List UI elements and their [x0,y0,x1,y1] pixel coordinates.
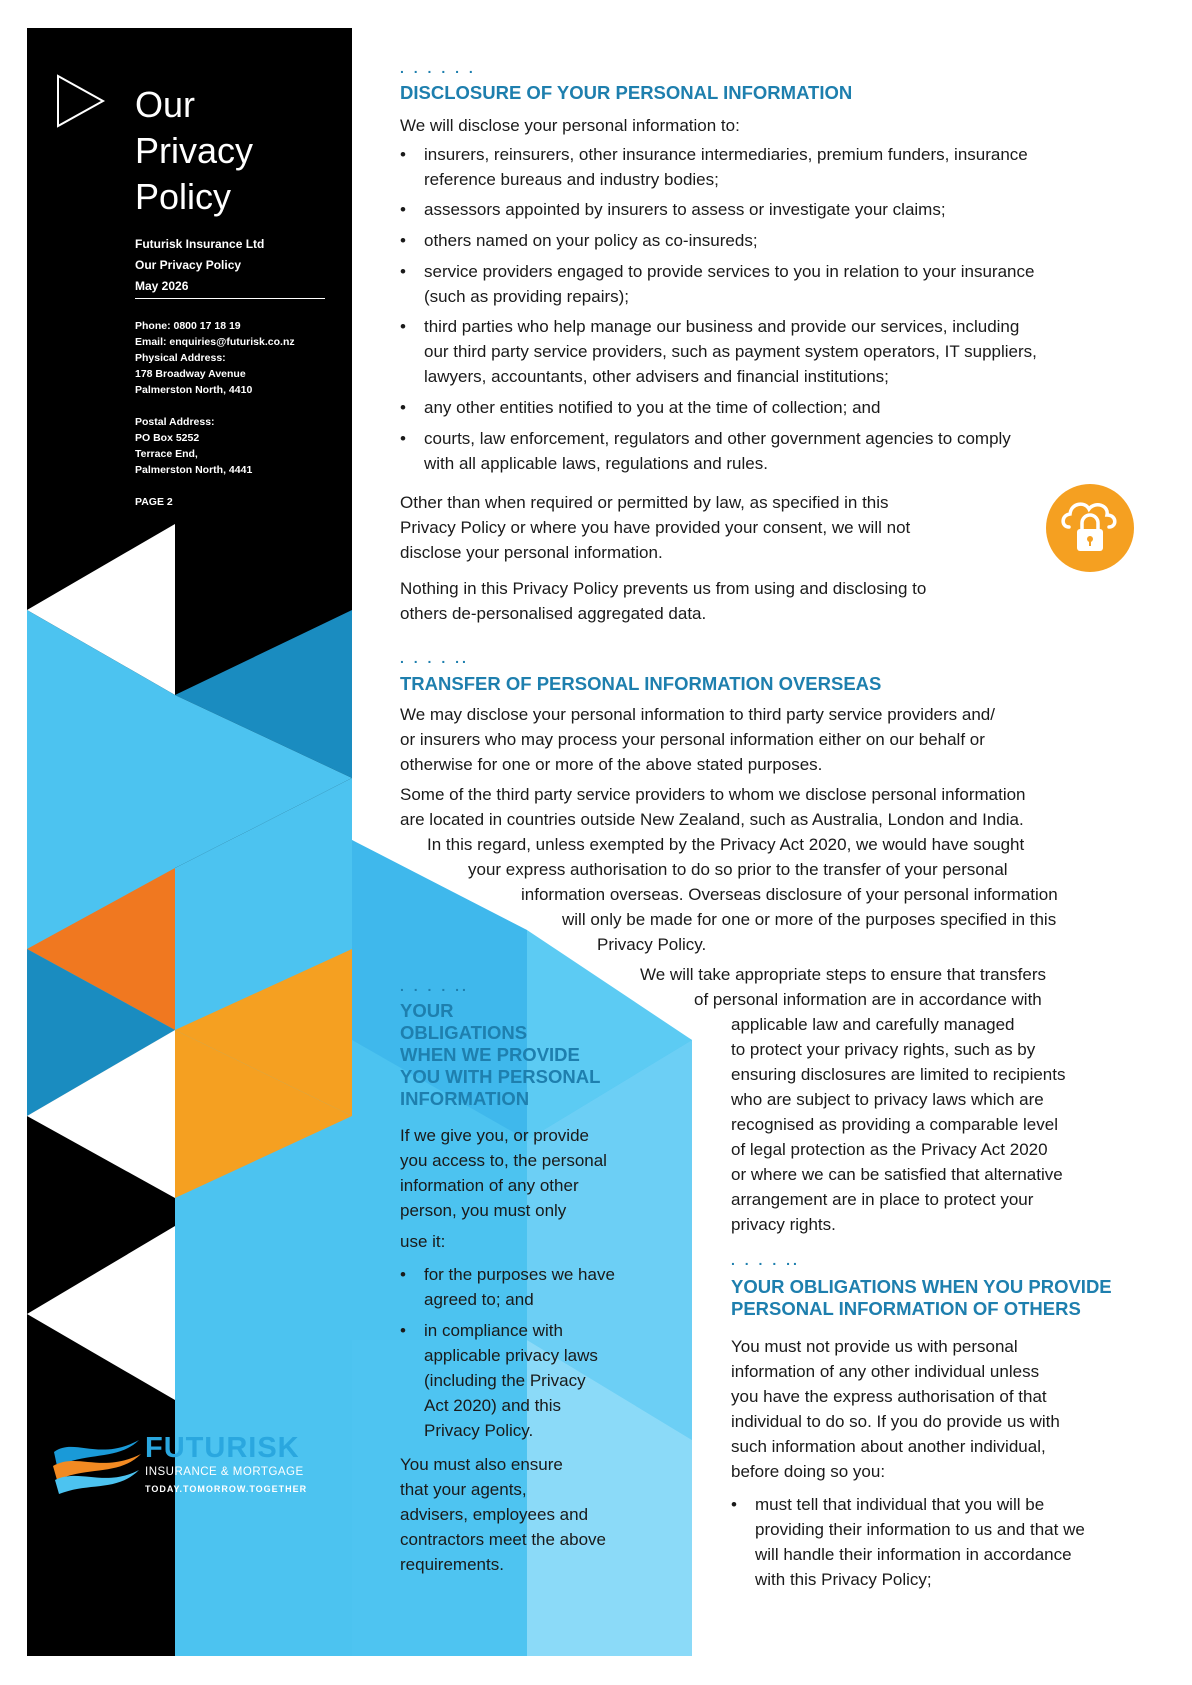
para-line: who are subject to privacy laws which are [731,1090,1044,1109]
bullet-line: lawyers, accountants, other advisers and financial institutions; [424,367,889,386]
para-line: contractors meet the above [400,1530,607,1549]
para-line: You must also ensure [400,1455,563,1474]
para-line: individual to do so. If you do provide us with [731,1412,1060,1431]
heading-line: YOUR [400,1000,454,1021]
bullet-line: for the purposes we have [424,1265,615,1284]
company-name: Futurisk Insurance Ltd [135,237,265,251]
bullet-line: Privacy Policy. [424,1421,534,1440]
para-line: or where we can be satisfied that alternative [731,1165,1063,1184]
obligations-you-heading [731,1276,1112,1320]
para-line: We may disclose your personal information to third party service providers and/ [400,705,995,724]
bullet-line: applicable privacy laws [424,1346,598,1365]
bullet-line: (such as providing repairs); [424,287,630,306]
bullet-line: Act 2020) and this [424,1396,562,1415]
para-line: Privacy Policy. [597,935,707,954]
para-line: you access to, the personal [400,1151,607,1170]
bullet-line: providing their information to us and that we [755,1520,1085,1539]
postal-line: Terrace End, [135,448,198,460]
disclosure-para2 [400,576,926,626]
bullet-line: will handle their information in accordance [755,1545,1072,1564]
para-line: information of any other [400,1176,579,1195]
para-line: privacy rights. [731,1215,836,1234]
logo-name: FUTURISK [145,1432,300,1464]
bullet-line: agreed to; and [424,1290,534,1309]
physical-line: Palmerston North, 4410 [135,384,253,396]
heading-line: WHEN WE PROVIDE [400,1044,580,1065]
disclosure-intro: We will disclose your personal information to: [400,116,740,135]
postal-line: Palmerston North, 4441 [135,464,253,476]
para-line: you have the express authorisation of that [731,1387,1047,1406]
para-line: advisers, employees and [400,1505,589,1524]
physical-line: 178 Broadway Avenue [135,368,246,380]
bullet-line: with all applicable laws, regulations and rules. [424,454,768,473]
bullet-line: service providers engaged to provide services to you in relation to your insurance [424,262,1035,281]
title-line: Our [135,84,196,125]
bullet-line: reference bureaus and industry bodies; [424,170,719,189]
postal-line: PO Box 5252 [135,432,200,444]
para-line: before doing so you: [731,1462,886,1481]
para-line: applicable law and carefully managed [731,1015,1015,1034]
bullet-line: our third party service providers, such as payment system operators, IT suppliers, [424,342,1037,361]
physical-label: Physical Address: [135,352,226,364]
section-dots: . . . . .. [731,1252,800,1268]
transfer-heading: TRANSFER OF PERSONAL INFORMATION OVERSEAS [400,673,882,694]
para-line: Some of the third party service providers to whom we disclose personal information [400,785,1026,804]
para-line: otherwise for one or more of the above stated purposes. [400,755,823,774]
para-line: that your agents, [400,1480,527,1499]
heading-line: YOU WITH PERSONAL [400,1066,601,1087]
obligations-we-outro [400,1452,606,1577]
transfer-para1 [400,702,995,777]
para-line: person, you must only [400,1201,567,1220]
bullet-line: in compliance with [424,1321,563,1340]
contact-block [135,318,295,510]
bullet-dot: • [400,429,406,448]
para-line: requirements. [400,1555,504,1574]
sidebar-title [135,82,253,220]
para-line: Other than when required or permitted by law, as specified in this [400,493,889,512]
bullet-dot: • [400,398,406,417]
heading-line: INFORMATION [400,1088,530,1109]
obligations-we-heading [400,1000,600,1110]
section-dots: . . . . .. [400,978,469,994]
para-line: information overseas. Overseas disclosure of your personal information [521,885,1058,904]
bullet-dot: • [400,262,406,281]
play-outline-icon [55,73,107,129]
bullet-line: must tell that individual that you will be [755,1495,1045,1514]
para-line: recognised as providing a comparable level [731,1115,1058,1134]
para-line: If we give you, or provide [400,1126,589,1145]
para-line: others de-personalised aggregated data. [400,604,707,623]
logo-tagline: TODAY.TOMORROW.TOGETHER [145,1484,308,1494]
para-line: disclose your personal information. [400,543,663,562]
para-line: to protect your privacy rights, such as by [731,1040,1036,1059]
para-line: information of any other individual unless [731,1362,1040,1381]
title-line: Privacy [135,130,254,171]
para-line: or insurers who may process your personal information either on our behalf or [400,730,985,749]
bullet-dot: • [400,200,406,219]
sidebar-divider [135,298,325,299]
bullet-line: assessors appointed by insurers to assess or investigate your claims; [424,200,946,219]
para-line: Privacy Policy or where you have provided your consent, we will not [400,518,911,537]
section-dots: . . . . .. [400,650,469,666]
disclosure-para1 [400,490,910,565]
para-line: of legal protection as the Privacy Act 2020 [731,1140,1048,1159]
bullet-line: any other entities notified to you at the time of collection; and [424,398,881,417]
para-line: of personal information are in accordance with [694,990,1042,1009]
title-line: Policy [135,176,232,217]
disclosure-heading: DISCLOSURE OF YOUR PERSONAL INFORMATION [400,82,853,103]
doc-date: May 2026 [135,279,189,293]
bullet-dot: • [400,317,406,336]
bullet-dot: • [400,231,406,250]
bullet-line: insurers, reinsurers, other insurance intermediaries, premium funders, insurance [424,145,1028,164]
bullet-line: third parties who help manage our business and provide our services, including [424,317,1020,336]
heading-line: PERSONAL INFORMATION OF OTHERS [731,1298,1081,1319]
para-line: You must not provide us with personal [731,1337,1018,1356]
contact-phone: Phone: 0800 17 18 19 [135,320,241,332]
para-line: use it: [400,1232,446,1251]
para-line: arrangement are in place to protect your [731,1190,1034,1209]
para-line: We will take appropriate steps to ensure that transfers [640,965,1046,984]
heading-line: YOUR OBLIGATIONS WHEN YOU PROVIDE [731,1276,1112,1297]
futurisk-logo [49,1428,339,1508]
obligations-you-intro [731,1334,1060,1484]
sidebar-meta [135,234,264,297]
cloud-lock-icon [1045,483,1135,573]
para-line: In this regard, unless exempted by the Privacy Act 2020, we would have sought [427,835,1025,854]
para-line: Nothing in this Privacy Policy prevents us from using and disclosing to [400,579,927,598]
para-line: are located in countries outside New Zealand, such as Australia, London and India. [400,810,1024,829]
bullet-line: others named on your policy as co-insureds; [424,231,758,250]
bullet-line: with this Privacy Policy; [755,1570,932,1589]
sidebar [27,28,352,1656]
doc-name: Our Privacy Policy [135,258,242,272]
para-line: such information about another individual, [731,1437,1046,1456]
heading-line: OBLIGATIONS [400,1022,528,1043]
postal-label: Postal Address: [135,416,215,428]
bullet-dot: • [400,145,406,164]
section-dots: . . . . . . [400,60,476,76]
bullet-line: (including the Privacy [424,1371,586,1390]
contact-email: Email: enquiries@futurisk.co.nz [135,336,295,348]
logo-wave-icon [49,1432,144,1500]
para-line: ensuring disclosures are limited to recipients [731,1065,1066,1084]
obligations-we-intro [400,1123,607,1251]
para-line: your express authorisation to do so prior to the transfer of your personal [468,860,1008,879]
bullet-line: courts, law enforcement, regulators and other government agencies to comply [424,429,1011,448]
para-line: will only be made for one or more of the purposes specified in this [562,910,1057,929]
page-number: PAGE 2 [135,496,173,508]
logo-sub: INSURANCE & MORTGAGE [145,1466,304,1478]
